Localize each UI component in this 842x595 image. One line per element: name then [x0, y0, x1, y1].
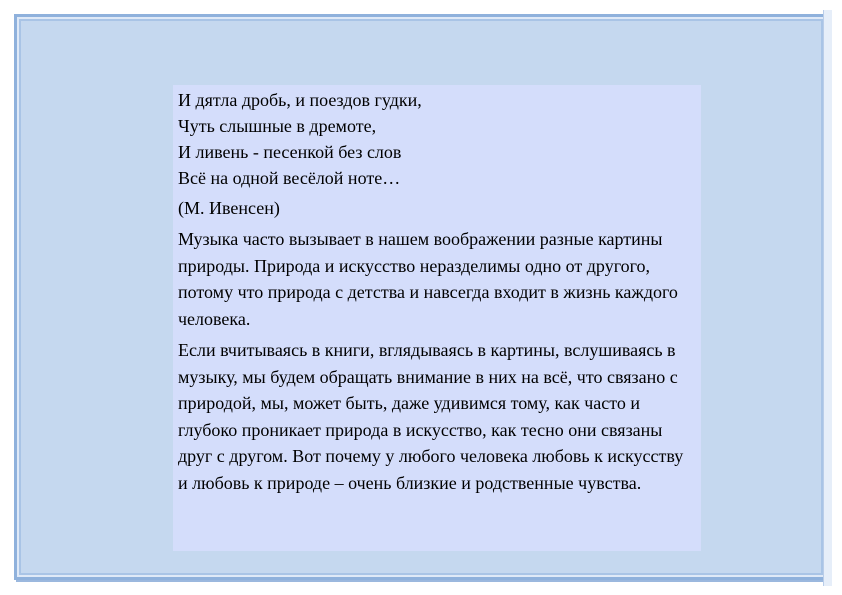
poem-line: Всё на одной весёлой ноте… — [178, 168, 401, 188]
paragraph-1: Музыка часто вызывает в нашем воображении разные картины природы. Природа и искусство неразделимы одно от другого, потому что природа с детства и навсегда входит в жизнь каждого человека. — [178, 229, 678, 329]
slide-edge — [823, 10, 832, 586]
poem-line: Чуть слышные в дремоте, — [178, 116, 377, 136]
paragraph-2: Если вчитываясь в книги, вглядываясь в картины, вслушиваясь в музыку, мы будем обращать внимание в них на всё, что связано с природой, мы, может быть, даже удивимся тому, как часто и глубоко проникает природа в искусство, как тесно они связаны друг с другом. Вот почему у любого человека любовь к искусству и любовь к природе – очень близкие и родственные чувства. — [178, 340, 684, 493]
poem-line: И ливень - песенкой без слов — [178, 142, 402, 162]
poem-author: (М. Ивенсен) — [178, 198, 280, 218]
text-box — [173, 85, 701, 551]
poem-line: И дятла дробь, и поездов гудки, — [178, 90, 422, 110]
